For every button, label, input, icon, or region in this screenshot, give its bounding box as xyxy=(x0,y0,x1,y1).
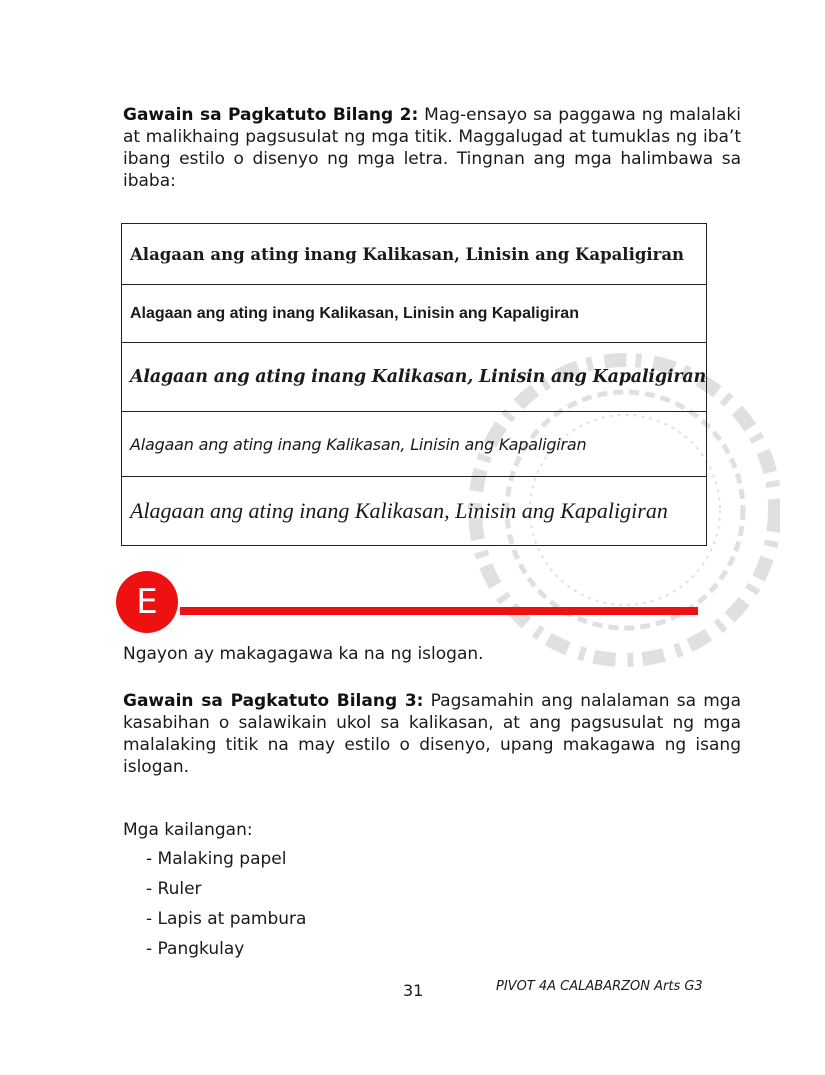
activity-3-text: Pagsamahin ang nalalaman sa mga kasabihan o salawikain ukol sa kalikasan, at ang pagsusulat ng mga malalaking titik na may estilo o disenyo, upang makagawa ng isang islogan. xyxy=(123,691,741,777)
activity-2-text: Mag-ensayo sa paggawa ng malalaki at malikhaing pagsusulat ng mga titik. Maggalugad at tumuklas ng iba’t ibang estilo o disenyo ng mga letra. Tingnan ang mga halimbawa sa ibaba: xyxy=(123,105,741,191)
activity-2-label: Gawain sa Pagkatuto Bilang 2: xyxy=(123,105,419,125)
section-e-badge: E xyxy=(116,571,178,633)
section-divider-line xyxy=(180,607,698,615)
lettering-samples-table xyxy=(121,223,707,546)
list-item: - Ruler xyxy=(146,879,202,899)
list-item: - Malaking papel xyxy=(146,849,287,869)
sample-row-serif-bold: Alagaan ang ating inang Kalikasan, Linisin ang Kapaligiran xyxy=(122,224,706,285)
materials-heading: Mga kailangan: xyxy=(123,820,253,840)
sample-row-calligraphy: Alagaan ang ating inang Kalikasan, Linisin ang Kapaligiran xyxy=(130,498,668,523)
sample-row-sans-bold: Alagaan ang ating inang Kalikasan, Linisin ang Kapaligiran xyxy=(122,285,706,343)
footer-reference: PIVOT 4A CALABARZON Arts G3 xyxy=(496,979,703,994)
page-number: 31 xyxy=(403,981,424,1000)
activity-2-paragraph xyxy=(123,104,741,192)
activity-3-paragraph xyxy=(123,690,741,778)
list-item: - Lapis at pambura xyxy=(146,909,307,929)
activity-3-label: Gawain sa Pagkatuto Bilang 3: xyxy=(123,691,424,711)
sample-row-script: Alagaan ang ating inang Kalikasan, Linisin ang Kapaligiran xyxy=(122,343,706,412)
sample-row-handwriting: Alagaan ang ating inang Kalikasan, Linisin ang Kapaligiran xyxy=(122,412,706,477)
intro-sentence: Ngayon ay makagagawa ka na ng islogan. xyxy=(123,644,484,664)
materials-list xyxy=(146,848,306,968)
list-item: - Pangkulay xyxy=(146,939,245,959)
